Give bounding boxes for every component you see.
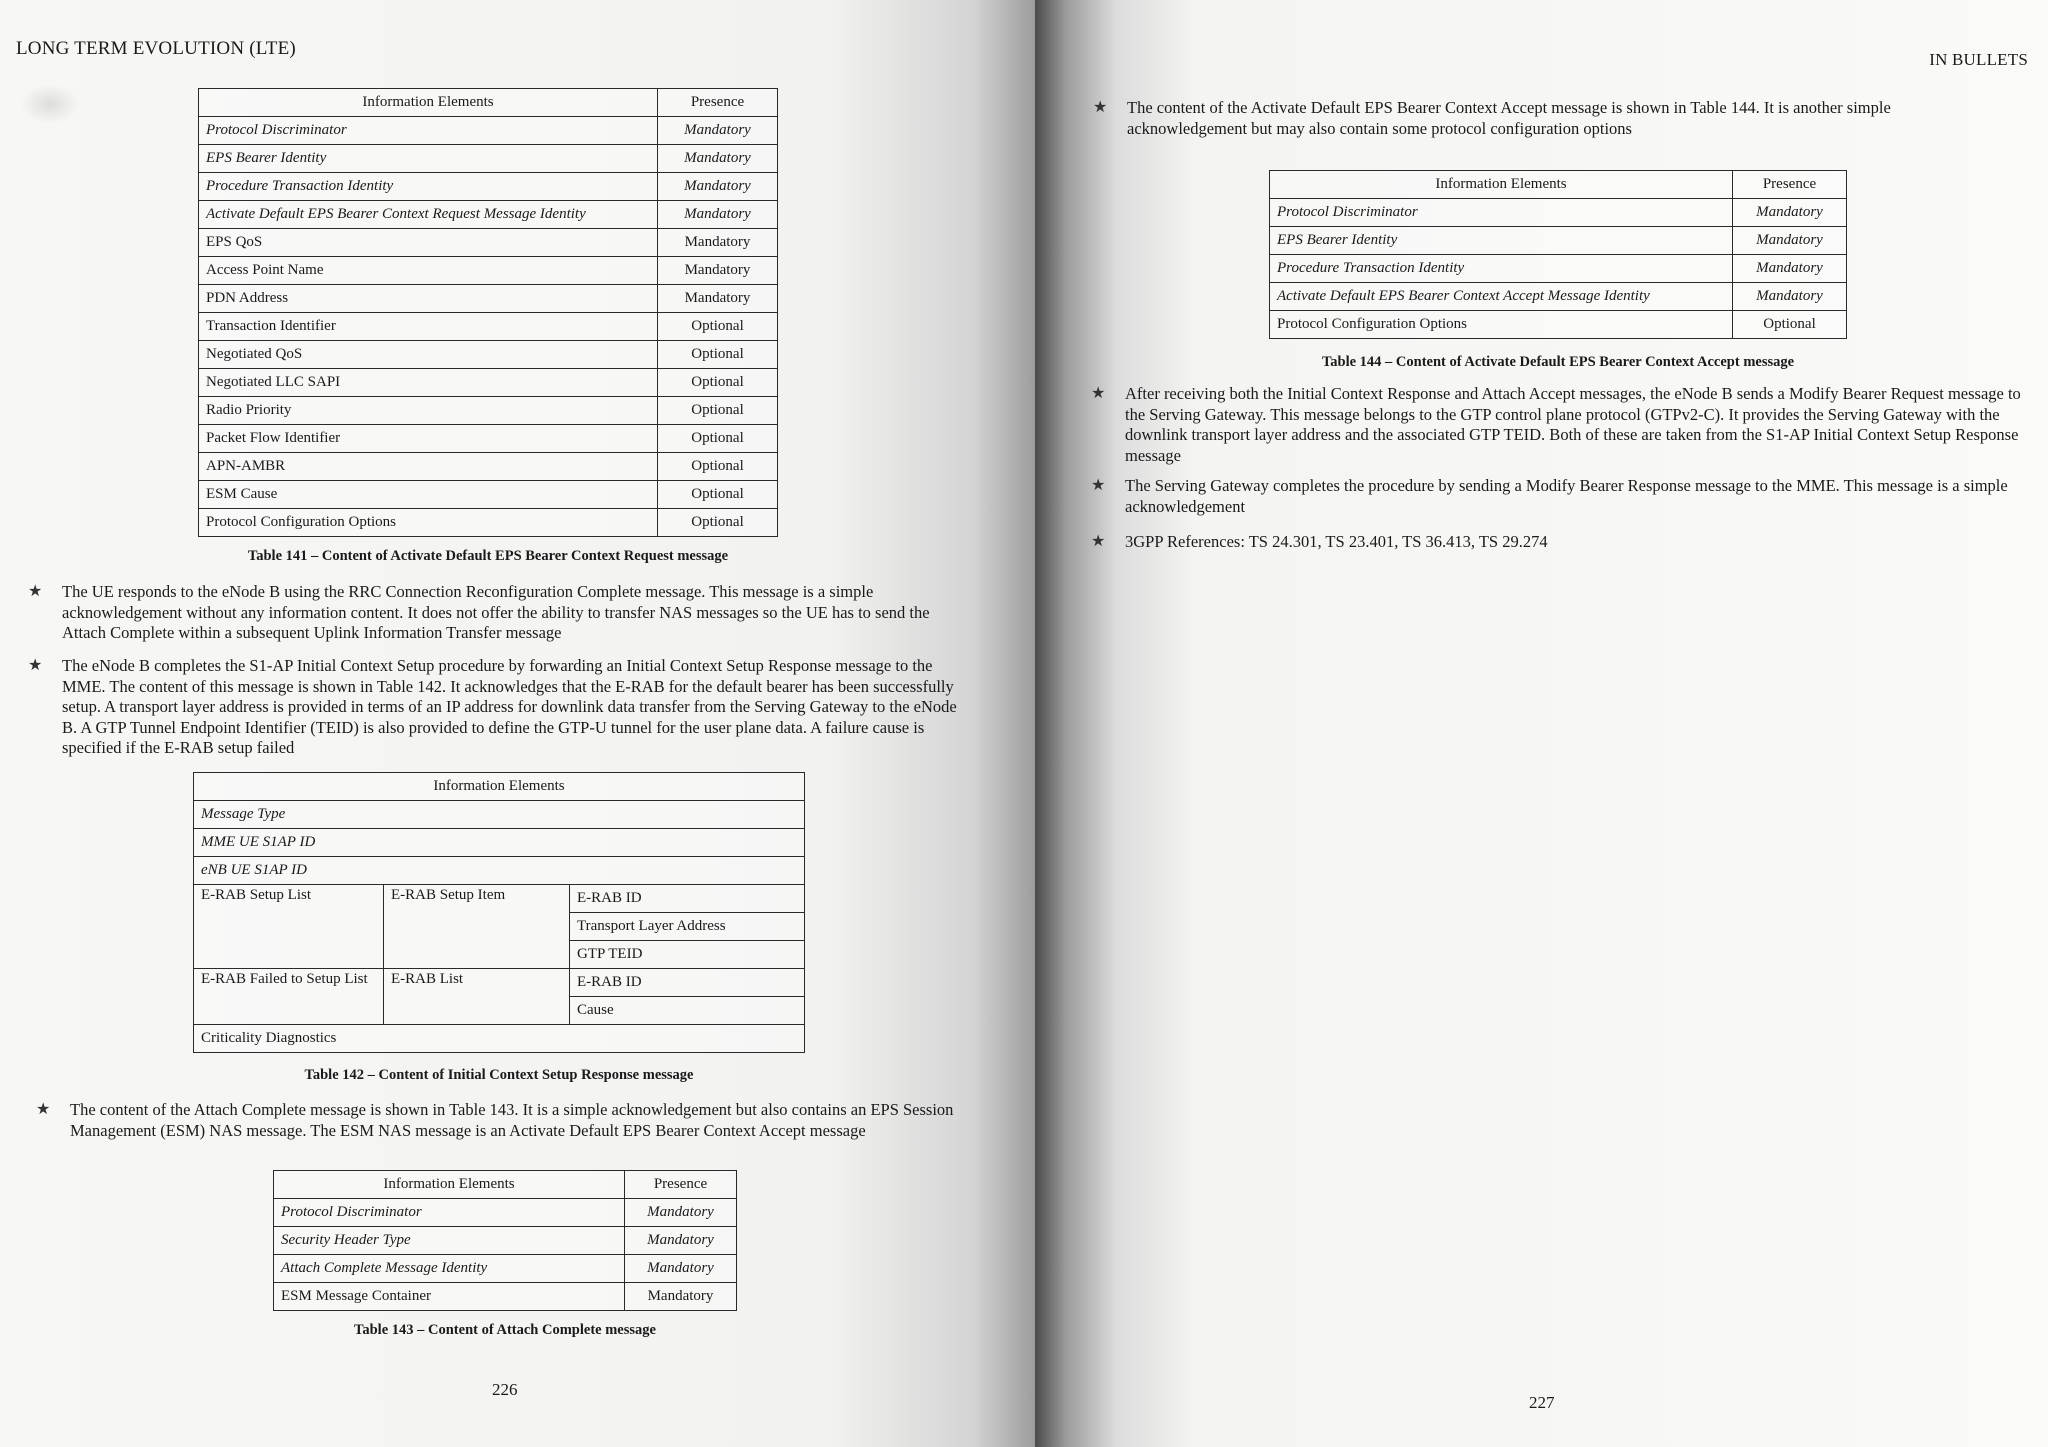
table-row	[194, 829, 805, 857]
bullet-attach-complete	[36, 1100, 960, 1141]
information-element-cell: ESM Message Container	[274, 1283, 625, 1311]
table-row	[1270, 283, 1847, 311]
information-element-cell: Attach Complete Message Identity	[274, 1255, 625, 1283]
header-presence: Presence	[625, 1171, 737, 1199]
presence-cell: Optional	[658, 341, 778, 369]
table-row	[194, 801, 805, 829]
table-cell: Cause	[570, 997, 805, 1025]
table-row	[274, 1283, 737, 1311]
table-cell: E-RAB Setup List	[194, 885, 384, 969]
presence-cell: Optional	[658, 425, 778, 453]
scan-artifact	[20, 84, 80, 124]
table-header-row	[199, 89, 778, 117]
star-bullet-icon: ★	[1093, 99, 1108, 116]
table-143	[273, 1170, 737, 1311]
table-row	[194, 857, 805, 885]
information-element-cell: ESM Cause	[199, 481, 658, 509]
table-141	[198, 88, 778, 537]
presence-cell: Mandatory	[658, 285, 778, 313]
table-row	[199, 173, 778, 201]
table-header-row	[274, 1171, 737, 1199]
table-row	[274, 1199, 737, 1227]
bullet-text: The Serving Gateway completes the procedure by sending a Modify Bearer Response message to the MME. This message is a simple acknowledgement	[1125, 476, 2008, 516]
star-bullet-icon: ★	[1091, 385, 1106, 402]
table-cell: MME UE S1AP ID	[194, 829, 805, 857]
information-element-cell: Procedure Transaction Identity	[199, 173, 658, 201]
table-142	[193, 772, 805, 1053]
information-element-cell: Activate Default EPS Bearer Context Accept Message Identity	[1270, 283, 1733, 311]
table-row	[1270, 311, 1847, 339]
presence-cell: Mandatory	[625, 1255, 737, 1283]
table-141-caption: Table 141 – Content of Activate Default EPS Bearer Context Request message	[247, 548, 729, 564]
header-presence: Presence	[658, 89, 778, 117]
table-row	[199, 313, 778, 341]
star-bullet-icon: ★	[1091, 533, 1106, 550]
presence-cell: Optional	[658, 397, 778, 425]
table-cell: E-RAB Setup Item	[384, 885, 570, 969]
presence-cell: Mandatory	[658, 173, 778, 201]
information-element-cell: EPS Bearer Identity	[199, 145, 658, 173]
table-row	[199, 425, 778, 453]
table-row	[194, 1025, 805, 1053]
table-row	[199, 509, 778, 537]
header-cell: Information Elements	[194, 773, 805, 801]
table-row	[199, 341, 778, 369]
presence-cell: Optional	[658, 509, 778, 537]
table-cell: eNB UE S1AP ID	[194, 857, 805, 885]
table-row	[199, 117, 778, 145]
presence-cell: Mandatory	[658, 229, 778, 257]
table-cell: E-RAB ID	[570, 969, 805, 997]
table-144	[1269, 170, 1847, 339]
table-row	[274, 1255, 737, 1283]
bullet-enodeb-completes	[28, 656, 962, 759]
table-142-caption: Table 142 – Content of Initial Context Setup Response message	[304, 1067, 694, 1083]
presence-cell: Mandatory	[1733, 255, 1847, 283]
presence-cell: Optional	[658, 453, 778, 481]
presence-cell: Mandatory	[658, 117, 778, 145]
information-element-cell: Negotiated LLC SAPI	[199, 369, 658, 397]
header-information-elements: Information Elements	[1270, 171, 1733, 199]
presence-cell: Mandatory	[625, 1227, 737, 1255]
information-element-cell: Protocol Configuration Options	[1270, 311, 1733, 339]
running-head-right: IN BULLETS	[1929, 50, 2028, 69]
presence-cell: Mandatory	[658, 201, 778, 229]
table-143-caption: Table 143 – Content of Attach Complete message	[354, 1322, 656, 1338]
information-element-cell: Negotiated QoS	[199, 341, 658, 369]
table-row	[1270, 255, 1847, 283]
table-row	[194, 773, 805, 801]
table-144-caption: Table 144 – Content of Activate Default EPS Bearer Context Accept message	[1321, 354, 1795, 370]
presence-cell: Optional	[658, 369, 778, 397]
table-cell: GTP TEID	[570, 941, 805, 969]
star-bullet-icon: ★	[36, 1101, 51, 1118]
header-information-elements: Information Elements	[199, 89, 658, 117]
presence-cell: Optional	[658, 481, 778, 509]
information-element-cell: Procedure Transaction Identity	[1270, 255, 1733, 283]
presence-cell: Optional	[1733, 311, 1847, 339]
table-row	[199, 257, 778, 285]
table-cell: E-RAB List	[384, 969, 570, 1025]
information-element-cell: Security Header Type	[274, 1227, 625, 1255]
table-row	[199, 481, 778, 509]
table-row	[199, 145, 778, 173]
right-page	[1035, 0, 2048, 1447]
information-element-cell: Protocol Discriminator	[199, 117, 658, 145]
bullet-modify-bearer-request	[1091, 384, 2025, 466]
running-head-left: LONG TERM EVOLUTION (LTE)	[16, 38, 296, 59]
information-element-cell: Protocol Discriminator	[1270, 199, 1733, 227]
presence-cell: Mandatory	[1733, 227, 1847, 255]
page-number-right: 227	[1529, 1393, 1555, 1412]
table-cell: Transport Layer Address	[570, 913, 805, 941]
header-information-elements: Information Elements	[274, 1171, 625, 1199]
header-presence: Presence	[1733, 171, 1847, 199]
presence-cell: Mandatory	[625, 1199, 737, 1227]
bullet-text: The UE responds to the eNode B using the RRC Connection Reconfiguration Complete message. This message is a simple acknowledgement without any information content. It does not offer the ability to transfer NAS messages so the UE has to send the Attach Complete within a subsequent Uplink Information Transfer message	[62, 582, 930, 642]
bullet-accept-content	[1093, 98, 2007, 139]
information-element-cell: PDN Address	[199, 285, 658, 313]
table-row	[194, 969, 805, 997]
information-element-cell: EPS Bearer Identity	[1270, 227, 1733, 255]
presence-cell: Mandatory	[658, 145, 778, 173]
star-bullet-icon: ★	[28, 583, 43, 600]
table-row	[194, 885, 805, 913]
table-row	[1270, 199, 1847, 227]
table-row	[1270, 227, 1847, 255]
bullet-3gpp-references	[1091, 532, 2025, 553]
bullet-modify-bearer-response	[1091, 476, 2025, 517]
table-cell: Message Type	[194, 801, 805, 829]
table-row	[274, 1227, 737, 1255]
information-element-cell: Access Point Name	[199, 257, 658, 285]
presence-cell: Mandatory	[625, 1283, 737, 1311]
presence-cell: Optional	[658, 313, 778, 341]
bullet-text: After receiving both the Initial Context Response and Attach Accept messages, the eNode B sends a Modify Bearer Request message to the Serving Gateway. This message belongs to the GTP control plane protocol (GTPv2-C). It provides the Serving Gateway with the downlink transport layer address and the associated GTP TEID. Both of these are taken from the S1-AP Initial Context Setup Response message	[1125, 384, 2021, 465]
table-cell: E-RAB ID	[570, 885, 805, 913]
information-element-cell: EPS QoS	[199, 229, 658, 257]
bullet-text: 3GPP References: TS 24.301, TS 23.401, TS 36.413, TS 29.274	[1125, 532, 1548, 551]
presence-cell: Mandatory	[658, 257, 778, 285]
presence-cell: Mandatory	[1733, 283, 1847, 311]
information-element-cell: Packet Flow Identifier	[199, 425, 658, 453]
bullet-ue-responds	[28, 582, 962, 644]
page-number-left: 226	[492, 1380, 518, 1399]
bullet-text: The content of the Attach Complete message is shown in Table 143. It is a simple acknowledgement but also contains an EPS Session Management (ESM) NAS message. The ESM NAS message is an Activate Default EPS Bearer Context Accept message	[70, 1100, 954, 1140]
presence-cell: Mandatory	[1733, 199, 1847, 227]
table-row	[199, 453, 778, 481]
information-element-cell: Activate Default EPS Bearer Context Request Message Identity	[199, 201, 658, 229]
bullet-text: The eNode B completes the S1-AP Initial Context Setup procedure by forwarding an Initial Context Setup Response message to the MME. The content of this message is shown in Table 142. It acknowledges that the E-RAB for the default bearer has been successfully setup. A transport layer address is provided in terms of an IP address for downlink data transfer from the Serving Gateway to the eNode B. A GTP Tunnel Endpoint Identifier (TEID) is also provided to define the GTP-U tunnel for the user plane data. A failure cause is specified if the E-RAB setup failed	[62, 656, 957, 757]
table-row	[199, 201, 778, 229]
information-element-cell: Protocol Discriminator	[274, 1199, 625, 1227]
table-cell: E-RAB Failed to Setup List	[194, 969, 384, 1025]
table-row	[199, 229, 778, 257]
bullet-text: The content of the Activate Default EPS Bearer Context Accept message is shown in Table 144. It is another simple acknowledgement but may also contain some protocol configuration options	[1127, 98, 1891, 138]
star-bullet-icon: ★	[1091, 477, 1106, 494]
information-element-cell: Radio Priority	[199, 397, 658, 425]
table-header-row	[1270, 171, 1847, 199]
table-cell: Criticality Diagnostics	[194, 1025, 805, 1053]
table-row	[199, 369, 778, 397]
table-row	[199, 397, 778, 425]
information-element-cell: APN-AMBR	[199, 453, 658, 481]
star-bullet-icon: ★	[28, 657, 43, 674]
table-row	[199, 285, 778, 313]
information-element-cell: Protocol Configuration Options	[199, 509, 658, 537]
information-element-cell: Transaction Identifier	[199, 313, 658, 341]
